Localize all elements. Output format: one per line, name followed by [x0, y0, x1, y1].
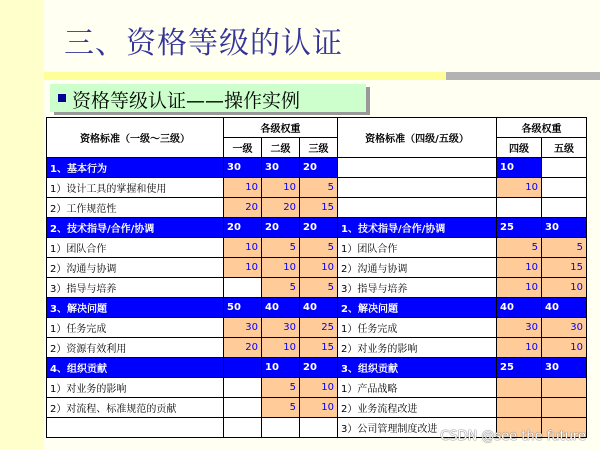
table-row — [47, 318, 587, 338]
left-standard-cell: 1）任务完成 — [47, 318, 224, 338]
right-weight-cell: 30 — [542, 358, 587, 378]
left-accent-bar — [0, 0, 44, 450]
category-row — [47, 358, 587, 378]
right-weight-cell — [542, 378, 587, 398]
left-weight-cell: 40 — [262, 298, 300, 318]
right-weight-cell: 5 — [497, 238, 542, 258]
left-weight-cell: 5 — [300, 178, 338, 198]
right-standard-cell — [338, 198, 497, 218]
header-weight-right: 各级权重 — [497, 118, 587, 138]
left-weight-cell — [224, 398, 262, 418]
left-weight-cell: 5 — [262, 378, 300, 398]
table-row — [47, 178, 587, 198]
left-weight-cell: 10 — [262, 338, 300, 358]
subtitle-text: 资格等级认证——操作实例 — [72, 90, 301, 112]
left-weight-cell: 20 — [300, 218, 338, 238]
right-weight-cell: 40 — [497, 298, 542, 318]
right-standard-cell: 1）任务完成 — [338, 318, 497, 338]
right-weight-cell: 15 — [542, 258, 587, 278]
table-row — [47, 378, 587, 398]
table-row — [47, 398, 587, 418]
left-weight-cell: 15 — [300, 338, 338, 358]
right-standard-cell: 3）指导与培养 — [338, 278, 497, 298]
left-weight-cell: 20 — [224, 218, 262, 238]
header-right-standard: 资格标准（四级/五级） — [338, 118, 497, 158]
left-weight-cell: 10 — [300, 398, 338, 418]
left-standard-cell: 2、技术指导/合作/协调 — [47, 218, 224, 238]
right-weight-cell: 30 — [497, 318, 542, 338]
left-weight-cell: 5 — [262, 278, 300, 298]
left-weight-cell: 10 — [300, 378, 338, 398]
right-weight-cell: 40 — [542, 298, 587, 318]
left-weight-cell: 15 — [300, 198, 338, 218]
subtitle-box — [50, 84, 366, 112]
right-weight-cell — [497, 198, 542, 218]
left-weight-cell: 10 — [224, 178, 262, 198]
left-weight-cell: 25 — [300, 318, 338, 338]
header-level-2: 二级 — [262, 138, 300, 158]
table-row — [47, 238, 587, 258]
right-standard-cell: 2、解决问题 — [338, 298, 497, 318]
right-weight-cell — [497, 398, 542, 418]
right-standard-cell: 1）产品战略 — [338, 378, 497, 398]
header-level-4: 四级 — [497, 138, 542, 158]
category-row — [47, 298, 587, 318]
right-weight-cell: 10 — [497, 338, 542, 358]
right-weight-cell: 30 — [542, 318, 587, 338]
left-standard-cell: 1、基本行为 — [47, 158, 224, 178]
right-weight-cell — [542, 198, 587, 218]
left-standard-cell — [47, 418, 224, 438]
header-left-standard: 资格标准（一级～三级） — [47, 118, 224, 158]
right-weight-cell: 10 — [542, 278, 587, 298]
left-weight-cell: 5 — [300, 238, 338, 258]
header-level-3: 三级 — [300, 138, 338, 158]
right-weight-cell: 10 — [497, 278, 542, 298]
right-standard-cell: 2）业务流程改进 — [338, 398, 497, 418]
left-standard-cell: 3）指导与培养 — [47, 278, 224, 298]
left-standard-cell: 3、解决问题 — [47, 298, 224, 318]
right-standard-cell: 3、组织贡献 — [338, 358, 497, 378]
left-weight-cell: 20 — [224, 338, 262, 358]
left-weight-cell: 20 — [300, 358, 338, 378]
left-weight-cell: 5 — [262, 398, 300, 418]
slide-title: 三、资格等级的认证 — [64, 26, 343, 61]
right-standard-cell — [338, 178, 497, 198]
left-weight-cell: 10 — [262, 358, 300, 378]
right-weight-cell: 5 — [542, 238, 587, 258]
left-weight-cell: 20 — [262, 218, 300, 238]
qualification-table — [46, 117, 587, 438]
left-weight-cell: 30 — [262, 318, 300, 338]
left-weight-cell: 20 — [300, 158, 338, 178]
left-standard-cell: 1）对业务的影响 — [47, 378, 224, 398]
left-weight-cell: 5 — [300, 278, 338, 298]
left-weight-cell: 10 — [300, 258, 338, 278]
right-standard-cell: 2）对业务的影响 — [338, 338, 497, 358]
left-weight-cell — [300, 418, 338, 438]
left-standard-cell: 2）工作规范性 — [47, 198, 224, 218]
table-row — [47, 278, 587, 298]
right-weight-cell: 10 — [497, 158, 542, 178]
right-weight-cell — [542, 178, 587, 198]
watermark: CSDN @see the future — [440, 429, 586, 444]
left-weight-cell — [224, 378, 262, 398]
right-weight-cell: 10 — [497, 178, 542, 198]
table-row — [47, 198, 587, 218]
left-standard-cell: 1）设计工具的掌握和使用 — [47, 178, 224, 198]
title-underline-grey — [446, 72, 600, 80]
right-standard-cell: 1、技术指导/合作/协调 — [338, 218, 497, 238]
left-weight-cell: 20 — [262, 198, 300, 218]
right-weight-cell: 10 — [542, 338, 587, 358]
left-weight-cell: 40 — [300, 298, 338, 318]
left-weight-cell — [224, 418, 262, 438]
right-standard-cell: 3）公司管理制度改进 — [338, 418, 497, 438]
left-weight-cell: 10 — [262, 178, 300, 198]
category-row — [47, 158, 587, 178]
left-standard-cell: 2）对流程、标准规范的贡献 — [47, 398, 224, 418]
left-weight-cell: 5 — [262, 238, 300, 258]
left-weight-cell: 30 — [224, 158, 262, 178]
right-weight-cell: 30 — [542, 218, 587, 238]
left-weight-cell — [224, 358, 262, 378]
right-weight-cell — [542, 398, 587, 418]
right-standard-cell — [338, 158, 497, 178]
left-standard-cell: 1）团队合作 — [47, 238, 224, 258]
table-row — [47, 338, 587, 358]
table-row — [47, 258, 587, 278]
table-header-row-1 — [47, 118, 587, 138]
category-row — [47, 218, 587, 238]
left-weight-cell — [224, 278, 262, 298]
left-weight-cell: 20 — [224, 198, 262, 218]
left-standard-cell: 4、组织贡献 — [47, 358, 224, 378]
right-weight-cell — [542, 158, 587, 178]
right-weight-cell: 25 — [497, 358, 542, 378]
right-weight-cell: 25 — [497, 218, 542, 238]
header-weight-left: 各级权重 — [224, 118, 338, 138]
left-weight-cell: 50 — [224, 298, 262, 318]
left-weight-cell: 30 — [224, 318, 262, 338]
square-bullet-icon — [58, 94, 66, 102]
right-standard-cell: 1）团队合作 — [338, 238, 497, 258]
left-standard-cell: 2）沟通与协调 — [47, 258, 224, 278]
left-weight-cell: 10 — [262, 258, 300, 278]
left-weight-cell: 10 — [224, 238, 262, 258]
left-weight-cell: 30 — [262, 158, 300, 178]
left-weight-cell — [262, 418, 300, 438]
right-weight-cell: 10 — [497, 258, 542, 278]
header-level-1: 一级 — [224, 138, 262, 158]
left-weight-cell: 10 — [224, 258, 262, 278]
left-standard-cell: 2）资源有效利用 — [47, 338, 224, 358]
right-weight-cell — [497, 378, 542, 398]
header-level-5: 五级 — [542, 138, 587, 158]
right-standard-cell: 2）沟通与协调 — [338, 258, 497, 278]
